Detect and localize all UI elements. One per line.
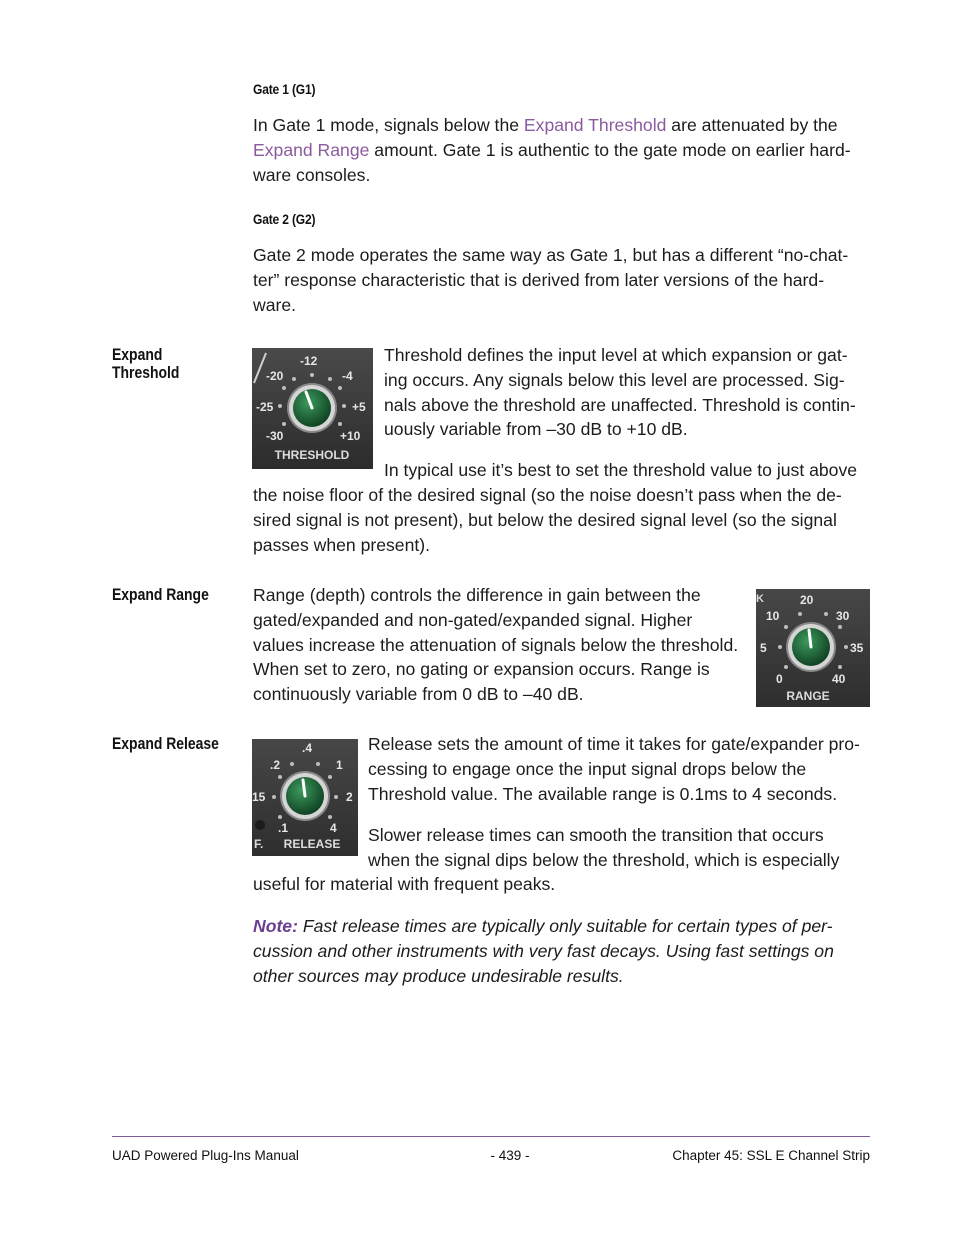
expand-threshold-heading xyxy=(112,346,179,382)
release-paragraph-2 xyxy=(368,823,883,873)
gate1-text-3: amount. Gate 1 is authentic to the gate mode on earlier hard- xyxy=(369,139,851,160)
gate2-heading: Gate 2 (G2) xyxy=(253,211,316,227)
range-knob-image xyxy=(756,589,870,707)
range-scale-label: 10 xyxy=(766,609,780,623)
release-paragraph-1 xyxy=(368,732,883,806)
gate2-line: ware. xyxy=(253,294,297,315)
release-line: Slower release times can smooth the transition that occurs xyxy=(368,825,824,845)
threshold-scale-label: -30 xyxy=(266,429,284,443)
threshold-line: Threshold defines the input level at which expansion or gat- xyxy=(384,345,848,365)
range-scale-label: 5 xyxy=(760,641,767,655)
release-scale-label: .4 xyxy=(302,741,313,755)
threshold-line: the noise floor of the desired signal (so the noise doesn’t pass when the de- xyxy=(253,485,842,505)
range-line: gated/expanded and non-gated/expanded signal. Higher xyxy=(253,609,693,630)
release-knob-label: RELEASE xyxy=(283,837,341,851)
range-scale-label: K xyxy=(756,593,764,605)
release-scale-label: .2 xyxy=(270,758,281,772)
expand-range-link[interactable]: Expand Range xyxy=(253,139,370,160)
range-scale-label: 0 xyxy=(776,672,783,686)
threshold-knob-graphic xyxy=(252,348,373,469)
threshold-scale-label: -4 xyxy=(342,369,353,383)
threshold-scale-label: +10 xyxy=(340,429,361,443)
range-line: continuously variable from 0 dB to –40 dB. xyxy=(253,684,584,705)
release-knob-image xyxy=(252,739,358,856)
note-text: other sources may produce undesirable results. xyxy=(253,965,624,986)
range-knob-graphic xyxy=(756,589,870,707)
note-paragraph xyxy=(253,914,883,988)
gate2-paragraph xyxy=(253,243,883,317)
release-scale-label: .1 xyxy=(278,821,289,835)
release-scale-label: 1 xyxy=(336,758,343,772)
range-line: Range (depth) controls the difference in gain between the xyxy=(253,585,701,605)
threshold-line: uously variable from –30 dB to +10 dB. xyxy=(384,419,688,440)
gate2-line: ter” response characteristic that is derived from later versions of the hard- xyxy=(253,269,825,290)
release-scale-label: 15 xyxy=(252,790,266,804)
note-label: Note: xyxy=(253,916,298,936)
expand-threshold-link[interactable]: Expand Threshold xyxy=(523,115,667,135)
threshold-line: ing occurs. Any signals below this level are processed. Sig- xyxy=(384,369,845,390)
threshold-paragraph-2 xyxy=(253,483,883,557)
range-knob-label: RANGE xyxy=(786,689,830,703)
gate1-text-1: In Gate 1 mode, signals below the xyxy=(253,115,524,135)
page-number: - 439 - xyxy=(490,1148,530,1163)
note-text: Fast release times are typically only suitable for certain types of per- xyxy=(297,916,833,936)
release-scale-label: 4 xyxy=(330,821,337,835)
release-knob-prefix: F. xyxy=(254,837,264,851)
footer-manual-title: UAD Powered Plug-Ins Manual xyxy=(112,1148,299,1163)
expand-range-heading: Expand Range xyxy=(112,585,209,604)
range-scale-label: 40 xyxy=(832,672,846,686)
release-line: when the signal dips below the threshold, which is especially xyxy=(368,849,840,870)
range-scale-label: 30 xyxy=(836,609,850,623)
release-paragraph-2-last: useful for material with frequent peaks. xyxy=(253,874,556,894)
threshold-scale-label: +5 xyxy=(352,400,366,414)
range-scale-label: 20 xyxy=(800,593,814,607)
threshold-scale-label: -20 xyxy=(266,369,284,383)
footer-rule xyxy=(112,1136,870,1137)
threshold-line: nals above the threshold are unaffected. Threshold is contin- xyxy=(384,394,856,415)
threshold-scale-label: -12 xyxy=(300,354,318,368)
gate1-heading: Gate 1 (G1) xyxy=(253,81,316,97)
release-scale-label: 2 xyxy=(346,790,353,804)
threshold-paragraph-2-first: In typical use it’s best to set the threshold value to just above xyxy=(384,460,858,480)
threshold-knob-image xyxy=(252,348,373,469)
release-knob-graphic xyxy=(252,739,358,856)
release-line: Release sets the amount of time it takes for gate/expander pro- xyxy=(368,734,860,754)
gate1-text-2: are attenuated by the xyxy=(666,115,838,135)
note-text: cussion and other instruments with very fast decays. Using fast settings on xyxy=(253,940,834,961)
range-scale-label: 35 xyxy=(850,641,864,655)
expand-threshold-heading-line: Expand xyxy=(112,345,163,364)
range-line: values increase the attenuation of signals below the threshold. xyxy=(253,634,739,655)
expand-release-heading: Expand Release xyxy=(112,734,219,753)
range-paragraph xyxy=(253,583,753,707)
threshold-paragraph-1 xyxy=(384,343,884,442)
gate1-text-4: ware consoles. xyxy=(253,164,371,185)
expand-threshold-heading-line: Threshold xyxy=(112,363,180,382)
threshold-knob-label: THRESHOLD xyxy=(274,448,350,462)
release-line: Threshold value. The available range is 0.1ms to 4 seconds. xyxy=(368,783,838,804)
threshold-scale-label: -25 xyxy=(256,400,274,414)
range-line: When set to zero, no gating or expansion occurs. Range is xyxy=(253,659,710,680)
threshold-line: sired signal is not present), but below the desired signal level (so the signal xyxy=(253,509,837,530)
release-line: cessing to engage once the input signal drops below the xyxy=(368,758,807,779)
gate1-paragraph xyxy=(253,113,883,187)
threshold-line: passes when present). xyxy=(253,534,431,555)
footer-chapter-title: Chapter 45: SSL E Channel Strip xyxy=(672,1148,870,1163)
gate2-line: Gate 2 mode operates the same way as Gate 1, but has a different “no-chat- xyxy=(253,245,849,265)
